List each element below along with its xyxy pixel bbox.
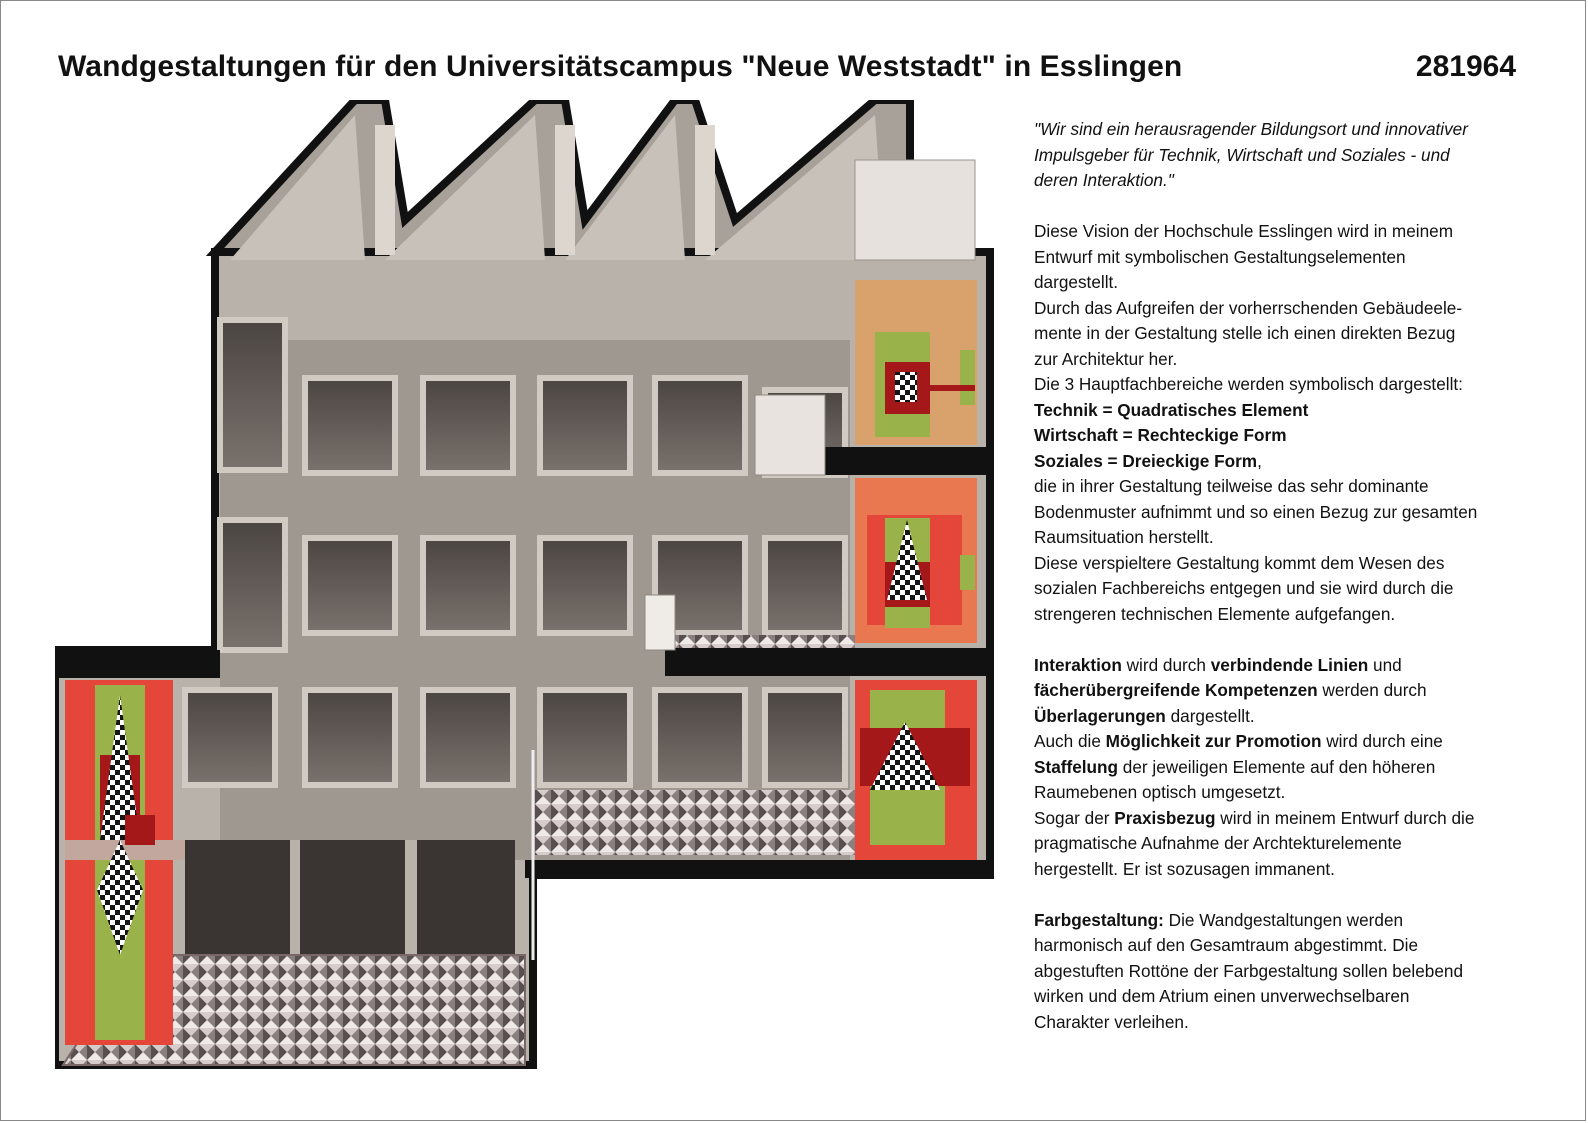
text-run: pragmatische Aufnahme der Archtekturelemente bbox=[1034, 833, 1402, 853]
entry-number: 281964 bbox=[1415, 50, 1516, 83]
intro-line: Die 3 Hauptfachbereiche werden symbolisch dargestellt: bbox=[1034, 374, 1463, 394]
farb-line: Charakter verleihen. bbox=[1034, 1011, 1189, 1032]
text-run: wird in meinem Entwurf durch die bbox=[1215, 807, 1475, 828]
farb-line: harmonisch auf den Gesamtraum abgestimmt. Die bbox=[1034, 935, 1419, 955]
quote-line: Impulsgeber für Technik, Wirtschaft und Soziales - und bbox=[1034, 144, 1450, 165]
wirtschaft-definition: Wirtschaft = Rechteckige Form bbox=[1034, 425, 1287, 445]
intro-line: Diese Vision der Hochschule Esslingen wird in meinem bbox=[1034, 221, 1454, 241]
soziales-definition: Soziales = Dreieckige Form bbox=[1034, 450, 1258, 471]
farb-line: wirken und dem Atrium einen unverwechselbaren bbox=[1034, 986, 1410, 1006]
text-run: und bbox=[1368, 654, 1402, 675]
atrium-section-rendering bbox=[55, 100, 995, 1070]
text-run: dargestellt. bbox=[1165, 705, 1255, 726]
text-run: werden durch bbox=[1317, 680, 1427, 700]
after-line: Raumsituation herstellt. bbox=[1034, 527, 1214, 547]
text-run: der jeweiligen Elemente auf den höheren bbox=[1118, 756, 1436, 777]
after-line: Bodenmuster aufnimmt und so einen Bezug zur gesamten bbox=[1034, 501, 1478, 522]
bold-term: verbindende Linien bbox=[1210, 654, 1369, 675]
text-run: Raumebenen optisch umgesetzt. bbox=[1034, 782, 1286, 802]
sawtooth-roof bbox=[215, 100, 975, 260]
wall-mural-top bbox=[855, 280, 977, 445]
intro-line: dargestellt. bbox=[1034, 272, 1119, 292]
bold-term: Möglichkeit zur Promotion bbox=[1105, 731, 1322, 751]
description-text bbox=[1034, 117, 1534, 1035]
after-line: sozialen Fachbereichs entgegen und sie wird durch die bbox=[1034, 578, 1454, 598]
text-run: Auch die bbox=[1034, 731, 1106, 751]
bold-term: Überlagerungen bbox=[1034, 705, 1166, 726]
after-line: die in ihrer Gestaltung teilweise das sehr dominante bbox=[1034, 476, 1429, 496]
bold-term: Interaktion bbox=[1034, 654, 1122, 675]
farb-line: abgestuften Rottöne der Farbgestaltung sollen belebend bbox=[1034, 960, 1464, 981]
page-title: Wandgestaltungen für den Universitätscampus "Neue Weststadt" in Esslingen bbox=[58, 50, 1183, 83]
text-run: hergestellt. Er ist sozusagen immanent. bbox=[1034, 858, 1335, 879]
bold-term: Praxisbezug bbox=[1114, 807, 1216, 828]
text-run: Sogar der bbox=[1034, 807, 1115, 828]
intro-line: mente in der Gestaltung stelle ich einen direkten Bezug bbox=[1034, 323, 1456, 343]
wall-mural-middle bbox=[855, 478, 977, 643]
technik-definition: Technik = Quadratisches Element bbox=[1034, 399, 1309, 420]
quote-line: deren Interaktion." bbox=[1034, 170, 1174, 190]
text-run: wird durch eine bbox=[1321, 731, 1443, 751]
intro-line: Durch das Aufgreifen der vorherrschenden Gebäudeele- bbox=[1034, 297, 1463, 318]
wall-mural-lower bbox=[855, 680, 977, 860]
bold-term: Staffelung bbox=[1034, 756, 1119, 777]
text-run: Die Wandgestaltungen werden bbox=[1163, 909, 1404, 930]
bold-term: fächerübergreifende Kompetenzen bbox=[1034, 680, 1318, 700]
after-line: strengeren technischen Elemente aufgefangen. bbox=[1034, 603, 1396, 624]
text-run: wird durch bbox=[1121, 654, 1211, 675]
soziales-comma: , bbox=[1257, 450, 1262, 471]
farb-heading: Farbgestaltung: bbox=[1034, 909, 1164, 930]
quote-line: "Wir sind ein herausragender Bildungsort und innovativer bbox=[1034, 119, 1468, 139]
intro-line: zur Architektur her. bbox=[1034, 348, 1178, 369]
wall-mural-left bbox=[65, 680, 185, 1045]
intro-line: Entwurf mit symbolischen Gestaltungselementen bbox=[1034, 246, 1406, 267]
after-line: Diese verspieltere Gestaltung kommt dem Wesen des bbox=[1034, 552, 1445, 573]
